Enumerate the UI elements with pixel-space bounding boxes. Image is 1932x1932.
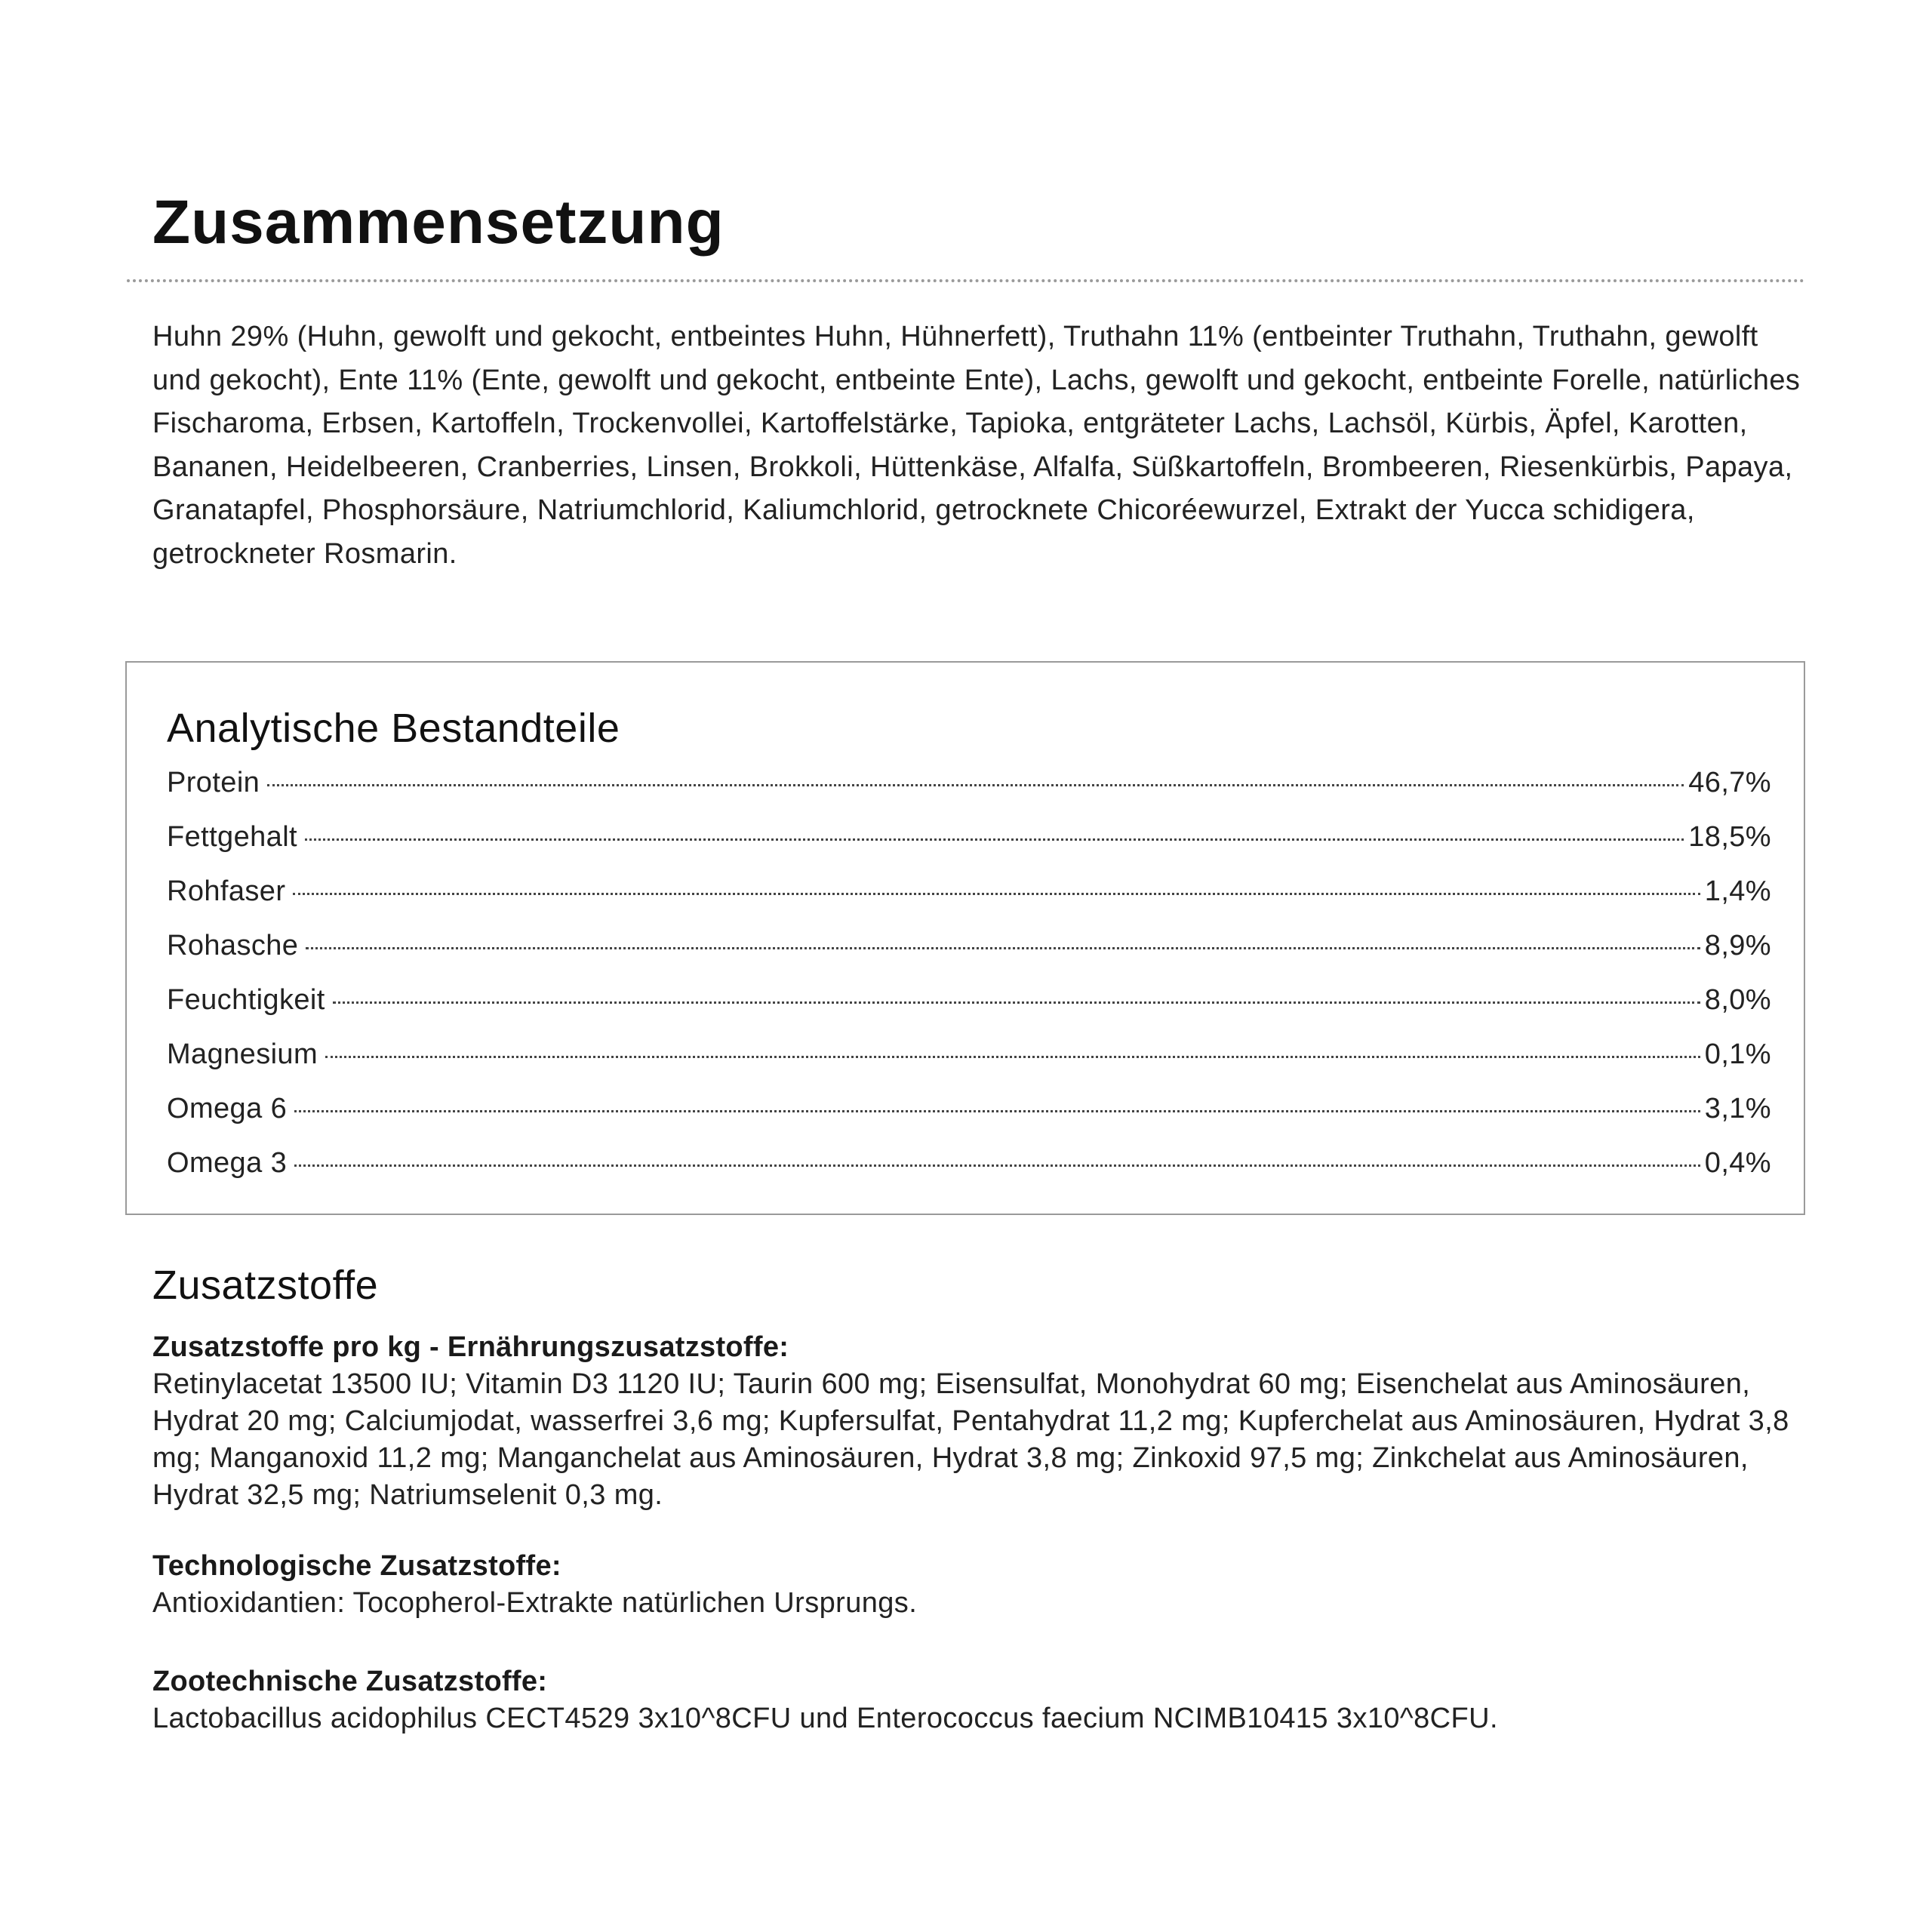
analytical-constituents-title: Analytische Bestandteile xyxy=(167,706,620,751)
additives-title: Zusatzstoffe xyxy=(152,1263,379,1308)
analytics-row-fibre xyxy=(167,875,1771,930)
dotted-divider xyxy=(127,279,1805,282)
analytical-constituents-box xyxy=(125,661,1805,1215)
zootechnical-additives-text: Lactobacillus acidophilus CECT4529 3x10^8CFU und Enterococcus faecium NCIMB10415 3x10^8CFU. xyxy=(152,1703,1498,1734)
technological-additives-heading: Technologische Zusatzstoffe: xyxy=(152,1550,561,1582)
analytics-row-label: Feuchtigkeit xyxy=(167,984,325,1016)
dot-leader xyxy=(306,947,1700,949)
dot-leader xyxy=(294,1164,1700,1167)
analytics-row-label: Protein xyxy=(167,767,260,798)
analytics-row-label: Rohasche xyxy=(167,930,299,961)
analytics-row-label: Fettgehalt xyxy=(167,821,297,853)
analytics-row-omega-6 xyxy=(167,1093,1771,1147)
analytics-row-moisture xyxy=(167,984,1771,1038)
zootechnical-additives-section xyxy=(152,1663,1813,1737)
dot-leader xyxy=(305,838,1684,841)
analytics-row-ash xyxy=(167,930,1771,984)
analytics-row-fat xyxy=(167,821,1771,875)
dot-leader xyxy=(267,784,1684,786)
analytics-row-value: 8,0% xyxy=(1704,984,1771,1016)
technological-additives-section xyxy=(152,1547,1813,1622)
dot-leader xyxy=(325,1056,1700,1058)
analytics-row-label: Rohfaser xyxy=(167,875,286,907)
analytics-row-value: 0,1% xyxy=(1704,1038,1771,1070)
zootechnical-additives-heading: Zootechnische Zusatzstoffe: xyxy=(152,1666,548,1697)
technological-additives-text: Antioxidantien: Tocopherol-Extrakte natürlichen Ursprungs. xyxy=(152,1587,918,1619)
analytics-row-value: 0,4% xyxy=(1704,1147,1771,1179)
analytics-row-value: 18,5% xyxy=(1688,821,1771,853)
analytics-row-protein xyxy=(167,767,1771,821)
analytics-row-magnesium xyxy=(167,1038,1771,1093)
nutritional-additives-text: Retinylacetat 13500 IU; Vitamin D3 1120 IU; Taurin 600 mg; Eisensulfat, Monohydrat 60 mg; Eisenchelat aus Aminosäuren, Hydrat 20 mg; Calciumjodat, wasserfrei 3,6 mg; Kupfersulfat, Pentahydrat 11,2 mg; Kupferchelat aus Aminosäuren, Hydrat 3,8 mg; Manganoxid 11,2 mg; Manganchelat aus Aminosäuren, Hydrat 3,8 mg; Zinkoxid 97,5 mg; Zinkchelat aus Aminosäuren, Hydrat 32,5 mg; Natriumselenit 0,3 mg. xyxy=(152,1368,1789,1511)
analytics-row-label: Omega 3 xyxy=(167,1147,288,1179)
analytics-row-value: 46,7% xyxy=(1688,767,1771,798)
dot-leader xyxy=(293,893,1700,895)
dot-leader xyxy=(294,1110,1700,1112)
composition-title: Zusammensetzung xyxy=(152,188,724,257)
dot-leader xyxy=(333,1001,1700,1004)
nutritional-additives-section xyxy=(152,1328,1813,1514)
nutritional-additives-heading: Zusatzstoffe pro kg - Ernährungszusatzstoffe: xyxy=(152,1331,789,1363)
analytics-row-value: 8,9% xyxy=(1704,930,1771,961)
analytics-row-value: 3,1% xyxy=(1704,1093,1771,1124)
composition-text: Huhn 29% (Huhn, gewolft und gekocht, entbeintes Huhn, Hühnerfett), Truthahn 11% (entbeinter Truthahn, Truthahn, gewolft und gekocht), Ente 11% (Ente, gewolft und gekocht, entbeinte Ente), Lachs, gewolft und gekocht, entbeinte Forelle, natürliches Fischaroma, Erbsen, Kartoffeln, Trockenvollei, Kartoffelstärke, Tapioka, entgräteter Lachs, Lachsöl, Kürbis, Äpfel, Karotten, Bananen, Heidelbeeren, Cranberries, Linsen, Brokkoli, Hüttenkäse, Alfalfa, Süßkartoffeln, Brombeeren, Riesenkürbis, Papaya, Granatapfel, Phosphorsäure, Natriumchlorid, Kaliumchlorid, getrocknete Chicoréewurzel, Extrakt der Yucca schidigera, getrockneter Rosmarin. xyxy=(152,321,1801,570)
analytics-row-value: 1,4% xyxy=(1704,875,1771,907)
analytical-constituents-list xyxy=(167,767,1771,1201)
analytics-row-label: Omega 6 xyxy=(167,1093,288,1124)
analytics-row-omega-3 xyxy=(167,1147,1771,1201)
analytics-row-label: Magnesium xyxy=(167,1038,318,1070)
